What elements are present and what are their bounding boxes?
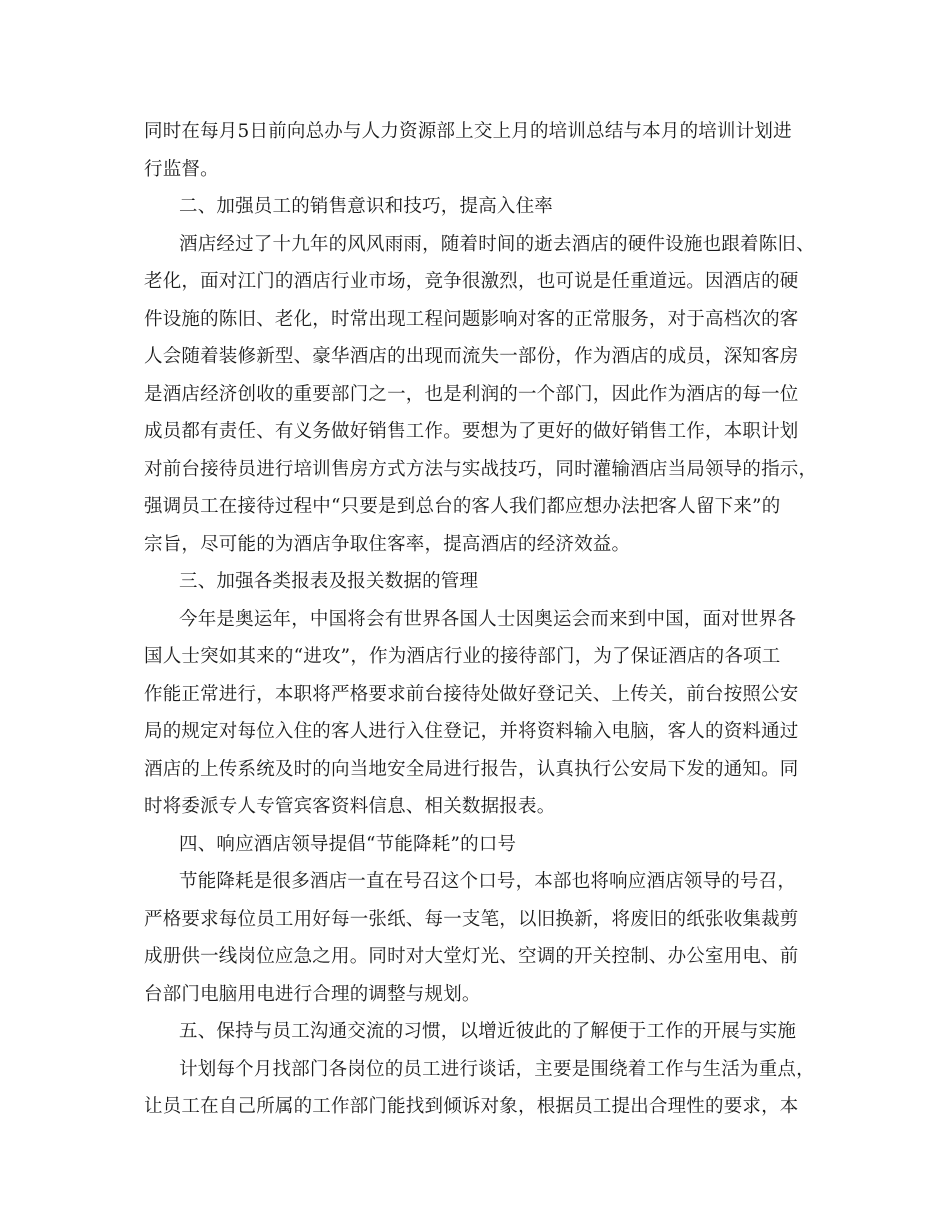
text-line: 老化，面对江门的酒店行业市场，竞争很激烈，也可说是任重道远。因酒店的硬 <box>144 271 799 292</box>
text-line: 行监督。 <box>144 158 219 180</box>
text-line: 同时在每月5日前向总办与人力资源部上交上月的培训总结与本月的培训计划进 <box>144 121 792 142</box>
text-line: 件设施的陈旧、老化，时常出现工程问题影响对客的正常服务，对于高档次的客 <box>144 308 799 330</box>
text-line: 宗旨，尽可能的为酒店争取住客率，提高酒店的经济效益。 <box>144 533 631 555</box>
text-line: 强调员工在接待过程中“只要是到总台的客人我们都应想办法把客人留下来”的 <box>144 496 781 517</box>
text-line: 酒店的上传系统及时的向当地安全局进行报告，认真执行公安局下发的通知。同 <box>144 758 799 780</box>
text-line: 是酒店经济创收的重要部门之一，也是利润的一个部门，因此作为酒店的每一位 <box>144 383 799 405</box>
text-line: 人会随着装修新型、豪华酒店的出现而流失一部份，作为酒店的成员，深知客房 <box>144 346 799 367</box>
document-body <box>144 113 818 1126</box>
text-line: 让员工在自己所属的工作部门能找到倾诉对象，根据员工提出合理性的要求，本 <box>144 1096 799 1117</box>
text-line: 时将委派专人专管宾客资料信息、相关数据报表。 <box>144 796 556 817</box>
text-line: 计划每个月找部门各岗位的员工进行谈话，主要是围绕着工作与生活为重点， <box>179 1058 815 1080</box>
text-line: 作能正常进行，本职将严格要求前台接待处做好登记关、上传关，前台按照公安 <box>144 683 799 705</box>
text-line: 四、响应酒店领导提倡“节能降耗”的口号 <box>179 833 517 855</box>
text-line: 国人士突如其来的“进攻”，作为酒店行业的接待部门，为了保证酒店的各项工 <box>144 646 781 667</box>
text-line: 今年是奥运年，中国将会有世界各国人士因奥运会而来到中国，面对世界各 <box>179 608 797 630</box>
text-line: 五、保持与员工沟通交流的习惯，以增近彼此的了解便于工作的开展与实施 <box>179 1021 797 1042</box>
text-line: 酒店经过了十九年的风风雨雨，随着时间的逝去酒店的硬件设施也跟着陈旧、 <box>179 233 815 255</box>
text-line: 三、加强各类报表及报关数据的管理 <box>179 571 479 592</box>
text-line: 对前台接待员进行培训售房方式方法与实战技巧，同时灌输酒店当局领导的指示， <box>144 458 818 480</box>
text-line: 严格要求每位员工用好每一张纸、每一支笔，以旧换新，将废旧的纸张收集裁剪 <box>144 908 799 930</box>
text-line: 局的规定对每位入住的客人进行入住登记，并将资料输入电脑，客人的资料通过 <box>144 721 799 742</box>
text-line: 节能降耗是很多酒店一直在号召这个口号，本部也将响应酒店领导的号召， <box>179 871 797 892</box>
text-line: 台部门电脑用电进行合理的调整与规划。 <box>144 983 481 1005</box>
text-line: 成员都有责任、有义务做好销售工作。要想为了更好的做好销售工作，本职计划 <box>144 421 799 442</box>
text-line: 二、加强员工的销售意识和技巧，提高入住率 <box>179 196 554 217</box>
text-line: 成册供一线岗位应急之用。同时对大堂灯光、空调的开关控制、办公室用电、前 <box>144 946 799 967</box>
